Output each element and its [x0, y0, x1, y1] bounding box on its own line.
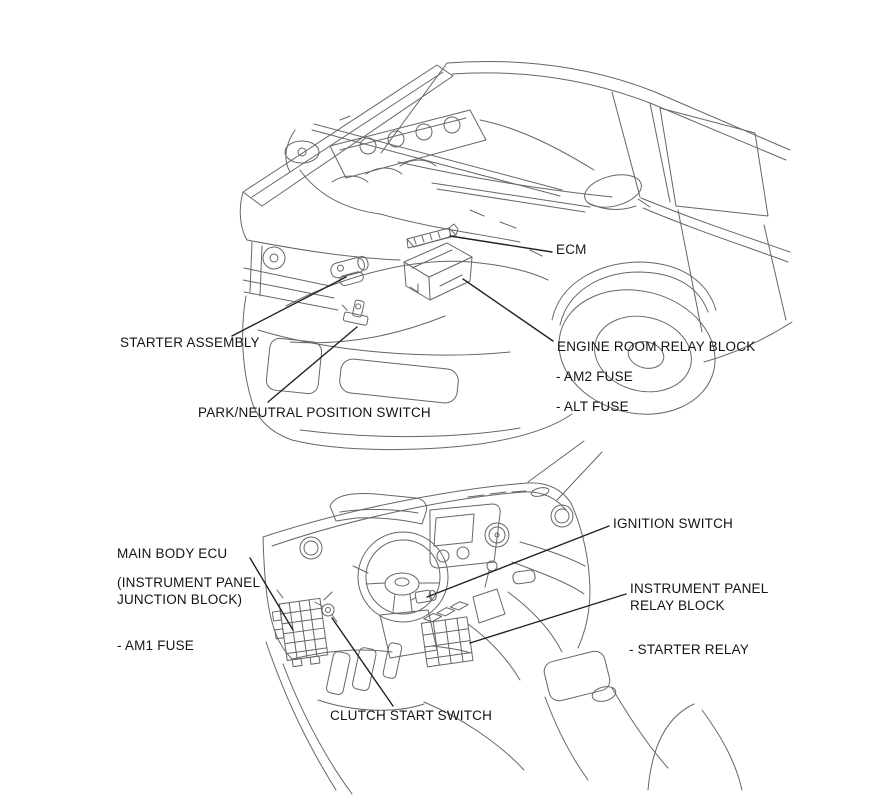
clutch-start-switch-label: CLUTCH START SWITCH [330, 708, 493, 723]
am1-fuse-label: - AM1 FUSE [117, 638, 195, 653]
ignition-switch-leader-line [427, 526, 609, 597]
side-mirror [581, 169, 650, 212]
gear-shifter [473, 561, 505, 623]
main-body-ecu-label: MAIN BODY ECU [117, 546, 228, 561]
starter-relay-label: - STARTER RELAY [629, 642, 750, 657]
starter-assembly-part [329, 255, 372, 288]
car-engine-compartment-drawing [240, 61, 792, 449]
junction-block-line2: JUNCTION BLOCK) [117, 592, 243, 607]
am2-fuse-label: - AM2 FUSE [556, 369, 634, 384]
ecm-label: ECM [556, 242, 587, 257]
top-leader-lines [232, 236, 553, 402]
instrument-panel-relay-block-label [630, 580, 768, 614]
grille-emblem [263, 247, 285, 269]
alt-fuse-label: - ALT FUSE [556, 399, 629, 414]
junction-block-line1: (INSTRUMENT PANEL [117, 575, 261, 590]
dashboard-drawing [263, 441, 742, 794]
park-neutral-switch-part [339, 297, 371, 325]
engine-room-relay-block-label: ENGINE ROOM RELAY BLOCK [557, 339, 756, 354]
ip-relay-block-line2: RELAY BLOCK [630, 598, 725, 613]
instrument-panel-junction-block-label [117, 574, 260, 608]
engine-room-relay-block-part [404, 243, 472, 300]
ip-relay-block-line1: INSTRUMENT PANEL [630, 581, 769, 596]
relay-block-leader-line [463, 279, 553, 341]
park-neutral-position-switch-label: PARK/NEUTRAL POSITION SWITCH [198, 405, 431, 420]
starter-leader-line [232, 277, 346, 336]
ignition-switch-label: IGNITION SWITCH [613, 516, 733, 531]
starter-assembly-label: STARTER ASSEMBLY [120, 335, 260, 350]
